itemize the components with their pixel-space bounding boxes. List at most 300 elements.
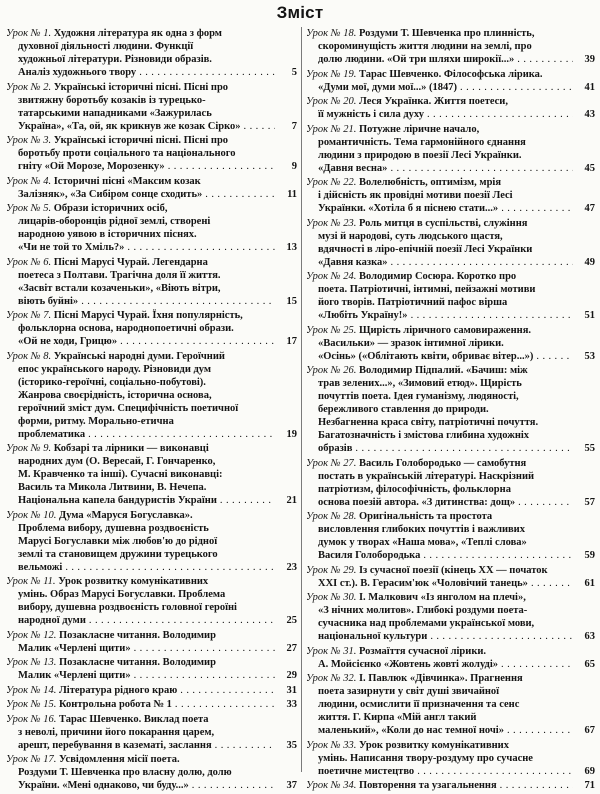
toc-line (306, 711, 595, 724)
toc-entry[interactable] (306, 779, 595, 792)
toc-entry[interactable] (306, 457, 595, 509)
lesson-label: Урок № 13. (6, 657, 57, 668)
lesson-title: України. «Мені однаково, чи буду...» (18, 780, 189, 791)
lesson-title: долю людини. «Ой три шляхи широкії...» (318, 54, 515, 65)
page-number: 53 (573, 350, 595, 363)
lesson-label: Урок № 32. (306, 673, 357, 684)
lesson-title: музі й народові, суть людського щастя, (318, 230, 503, 242)
lesson-title: висловлення глибоких почуттів і важливих (318, 524, 525, 535)
lesson-title: Кобзарі та лірники — виконавці (53, 443, 209, 454)
toc-line (306, 283, 595, 296)
toc-line (6, 282, 297, 295)
lesson-title: художньої літератури. Різновиди образів. (18, 54, 212, 65)
page-number: 9 (275, 160, 297, 173)
toc-line (306, 377, 595, 390)
toc-line (306, 81, 595, 94)
lesson-title: Василь та Микола Литвини, В. Нечепа. (18, 482, 207, 493)
page-number: 61 (573, 577, 595, 590)
lesson-title: Урок розвитку комунікативних (58, 576, 209, 587)
lesson-title: гніту «Ой Морозе, Морозенку» (18, 161, 165, 172)
toc-line (6, 548, 297, 561)
lesson-label: Урок № 19. (306, 68, 357, 80)
toc-line (6, 684, 297, 697)
toc-line (6, 107, 297, 120)
toc-line (306, 108, 595, 121)
toc-line (6, 322, 297, 335)
lesson-title: умінь. Образ Марусі Богуславки. Проблема (18, 589, 226, 600)
toc-line (306, 779, 595, 792)
page-number: 27 (275, 642, 297, 655)
page-number: 11 (275, 188, 297, 201)
lesson-label: Урок № 16. (6, 713, 57, 725)
lesson-title: Українські історичні пісні. Пісні про (53, 81, 229, 93)
lesson-label: Урок № 15. (6, 699, 57, 710)
toc-line (6, 669, 297, 682)
lesson-title: звитяжну боротьбу козаків із турецько- (18, 94, 206, 106)
lesson-label: Урок № 1. (6, 28, 52, 39)
toc-line (306, 416, 595, 429)
page-number: 5 (275, 66, 297, 79)
lesson-label: Урок № 4. (6, 175, 52, 187)
toc-line (306, 270, 595, 283)
toc-entry[interactable] (306, 739, 595, 778)
lesson-title: І. Малкович «Із янголом на плечі», (358, 592, 526, 603)
lesson-title: проблематика (18, 428, 86, 440)
toc-line (6, 241, 297, 254)
lesson-title: форми, ритму. Морально-етична (18, 415, 174, 427)
toc-line (6, 614, 297, 627)
toc-line (6, 766, 297, 779)
toc-entry[interactable] (6, 753, 297, 792)
page-number: 7 (275, 120, 297, 133)
lesson-title: героїчний зміст дум. Специфічність поетичної (18, 402, 239, 414)
toc-line (6, 402, 297, 415)
lesson-title: її мужність і сила духу (318, 109, 424, 120)
lesson-title: І. Павлюк «Дівчинка». Прагнення (358, 673, 523, 684)
lesson-title: Володимир Сосюра. Коротко про (358, 271, 517, 282)
toc-line (6, 53, 297, 66)
lesson-title: Незбагненна краса світу, патріотичні почуття. (318, 417, 539, 428)
lesson-title: Роздуми Т. Шевченка про власну долю, долю (18, 767, 232, 778)
lesson-label: Урок № 2. (6, 81, 52, 93)
page-title: Зміст (276, 3, 324, 22)
toc-line (6, 629, 297, 642)
lesson-title: поета зазирнути у світ душі звичайної (318, 686, 500, 697)
lesson-title: патріотизм, філософічність, фольклорна (318, 483, 511, 495)
toc-line (306, 685, 595, 698)
lesson-title: людини з природою в поезії Лесі Українки. (318, 149, 522, 161)
toc-entry[interactable] (6, 175, 297, 201)
toc-line (306, 162, 595, 175)
toc-line (306, 442, 595, 455)
toc-line (6, 428, 297, 441)
toc-entry[interactable] (306, 68, 595, 94)
lesson-title: Пісні Марусі Чурай. Легендарна (53, 256, 208, 268)
toc-line (306, 189, 595, 202)
toc-entry[interactable] (6, 713, 297, 752)
toc-entry[interactable] (6, 698, 297, 711)
toc-line (306, 577, 595, 590)
lesson-label: Урок № 27. (306, 457, 357, 469)
toc-line (6, 188, 297, 201)
lesson-title: Дума «Маруся Богуславка». (58, 509, 193, 521)
page-number: 47 (573, 202, 595, 215)
toc-entry[interactable] (6, 509, 297, 574)
toc-line (306, 337, 595, 350)
toc-line (6, 389, 297, 402)
toc-line (306, 564, 595, 577)
lesson-title: «Засвіт встали козаченьки», «Віють вітри, (18, 282, 221, 294)
page-number: 65 (573, 658, 595, 671)
toc-line (6, 642, 297, 655)
lesson-title: Історичні пісні «Максим козак (53, 175, 201, 187)
column-divider (301, 27, 302, 772)
lesson-label: Урок № 26. (306, 365, 357, 376)
toc-line (6, 81, 297, 94)
lesson-title: Українські народні думи. Героїчний (53, 350, 225, 362)
lesson-title: Урок розвитку комунікативних (358, 739, 509, 751)
lesson-title: Багатозначність і змістова глибина художніх (318, 430, 530, 441)
contents-column-right (306, 27, 595, 794)
toc-entry[interactable] (6, 656, 297, 682)
lesson-title: Національна капела бандуристів України (18, 495, 217, 506)
lesson-label: Урок № 23. (306, 217, 357, 229)
toc-line (6, 40, 297, 53)
lesson-label: Урок № 31. (306, 645, 357, 657)
toc-line (6, 134, 297, 147)
lesson-title: національної культури (318, 631, 428, 642)
toc-line (306, 672, 595, 685)
toc-line (306, 510, 595, 523)
toc-line (6, 256, 297, 269)
lesson-title: Василя Голобородька (318, 550, 421, 561)
lesson-label: Урок № 21. (306, 123, 357, 135)
toc-line (6, 468, 297, 481)
lesson-title: умінь. Написання твору-роздуму про сучасне (318, 752, 533, 764)
toc-line (306, 243, 595, 256)
toc-line (306, 136, 595, 149)
toc-line (6, 726, 297, 739)
toc-entry[interactable] (6, 350, 297, 441)
toc-line (6, 698, 297, 711)
page-number: 59 (573, 549, 595, 562)
lesson-label: Урок № 33. (306, 739, 357, 751)
toc-line (306, 364, 595, 377)
lesson-title: «Чи не той то Хміль?» (18, 242, 125, 253)
toc-line (6, 269, 297, 282)
toc-line (306, 230, 595, 243)
lesson-label: Урок № 34. (306, 780, 357, 791)
toc-line (306, 523, 595, 536)
toc-line (306, 217, 595, 230)
lesson-title: Василь Голобородько — самобутня (358, 457, 527, 469)
lesson-title: романтичність. Тема гармонійного єднання (318, 136, 526, 148)
lesson-title: Позакласне читання. Володимир (58, 657, 216, 668)
lesson-title: Проблема вибору, душевна роздвоєність (18, 522, 209, 534)
page-number: 67 (573, 724, 595, 737)
lesson-title: Розмаїття сучасної лірики. (358, 645, 487, 657)
toc-line (306, 27, 595, 40)
toc-entry[interactable] (306, 95, 595, 121)
lesson-title: Роздуми Т. Шевченка про плинність, (358, 28, 535, 39)
toc-line (6, 481, 297, 494)
toc-line (306, 604, 595, 617)
toc-entry[interactable] (306, 176, 595, 215)
toc-line (6, 66, 297, 79)
toc-entry[interactable] (306, 324, 595, 363)
toc-line (306, 176, 595, 189)
lesson-title: Потужне ліричне начало, (358, 123, 480, 135)
lesson-title: Образи історичних осіб, (53, 203, 168, 214)
toc-line (306, 350, 595, 363)
toc-entry[interactable] (306, 217, 595, 269)
lesson-title: і дійсність як провідні мотиви поезії Лесі (318, 190, 513, 201)
toc-line (6, 350, 297, 363)
toc-entry[interactable] (306, 591, 595, 643)
toc-line (306, 390, 595, 403)
toc-line (306, 123, 595, 136)
page-number: 55 (573, 442, 595, 455)
toc-line (306, 149, 595, 162)
lesson-label: Урок № 3. (6, 135, 52, 146)
lesson-title: Позакласне читання. Володимир (58, 629, 216, 641)
toc-entry[interactable] (6, 684, 297, 697)
lesson-title: духовної діяльності людини. Функції (18, 41, 194, 52)
toc-line (6, 522, 297, 535)
toc-line (6, 455, 297, 468)
toc-line (6, 363, 297, 376)
toc-line (306, 536, 595, 549)
toc-line (306, 53, 595, 66)
page-number: 49 (573, 256, 595, 269)
lesson-title: Із сучасної поезії (кінець XX — початок (358, 564, 548, 576)
page-number: 29 (275, 669, 297, 682)
toc-entry[interactable] (6, 309, 297, 348)
lesson-title: Володимир Підпалий. «Бачиш: між (358, 365, 528, 376)
lesson-title: поетеса з Полтави. Трагічна доля її життя. (18, 269, 221, 281)
toc-line (306, 296, 595, 309)
lesson-label: Урок № 6. (6, 256, 52, 268)
lesson-title: людини, осмислити її призначення та сенс (318, 699, 520, 710)
lesson-title: Література рідного краю (58, 684, 178, 696)
lesson-title: сучасника над проблемами української мови, (318, 618, 535, 629)
toc-line (6, 753, 297, 766)
lesson-label: Урок № 20. (306, 96, 357, 107)
lesson-title: татарськими нападниками «Зажурилась (18, 107, 212, 119)
lesson-title: Леся Українка. Життя поетеси, (358, 96, 508, 107)
toc-line (306, 324, 595, 337)
toc-line (6, 656, 297, 669)
lesson-label: Урок № 10. (6, 509, 57, 521)
lesson-title: народною уявою в історичних піснях. (18, 229, 197, 240)
page-number: 15 (275, 295, 297, 308)
lesson-title: XXI ст.). В. Герасим'юк «Чоловічий танець» (318, 577, 528, 589)
page-number: 69 (573, 765, 595, 778)
toc-entry[interactable] (6, 202, 297, 254)
toc-entry[interactable] (306, 270, 595, 322)
lesson-label: Урок № 8. (6, 350, 52, 362)
toc-line (6, 575, 297, 588)
lesson-label: Урок № 25. (306, 324, 357, 336)
lesson-title: Марусі Богуславки між любов'ю до рідної (18, 535, 218, 547)
lesson-title: «Любіть Україну!» (318, 310, 408, 321)
lesson-title: М. Кравченко та інші). Сучасні виконавці: (18, 469, 223, 480)
contents-column-left (6, 27, 297, 794)
page-number: 31 (275, 684, 297, 697)
toc-line (306, 403, 595, 416)
page-number: 37 (275, 779, 297, 792)
lesson-title: «Думи мої, думи мої...» (1847) (318, 81, 458, 93)
toc-line (6, 588, 297, 601)
toc-entry[interactable] (6, 442, 297, 507)
lesson-title: епос українського народу. Різновиди дум (18, 363, 212, 375)
toc-line (306, 40, 595, 53)
toc-entry[interactable] (6, 81, 297, 133)
toc-line (306, 591, 595, 604)
lesson-title: «Давня весна» (318, 162, 388, 174)
lesson-title: з неволі, причини його покарання царем, (18, 726, 215, 738)
toc-line (6, 94, 297, 107)
toc-entry[interactable] (306, 672, 595, 737)
toc-line (6, 202, 297, 215)
toc-entry[interactable] (306, 123, 595, 175)
lesson-title: Художня література як одна з форм (53, 28, 222, 39)
toc-entry[interactable] (6, 629, 297, 655)
lesson-title: Оригінальність та простота (358, 511, 493, 522)
toc-line (6, 494, 297, 507)
toc-line (6, 713, 297, 726)
toc-entry[interactable] (306, 645, 595, 671)
lesson-title: думок у творах «Наша мова», «Теплі слова» (318, 537, 527, 548)
lesson-title: Тарас Шевченко. Філософська лірика. (358, 68, 543, 80)
lesson-title: вибору, душевна роздвоєність головної героїні (18, 602, 237, 613)
lesson-title: Щирість ліричного самовираження. (358, 324, 531, 336)
page-number: 39 (573, 53, 595, 66)
toc-entry[interactable] (306, 27, 595, 66)
toc-line (306, 549, 595, 562)
toc-line (306, 739, 595, 752)
toc-line (6, 228, 297, 241)
toc-line (306, 256, 595, 269)
lesson-title: образів (318, 443, 353, 454)
toc-line (306, 724, 595, 737)
page-number: 43 (573, 108, 595, 121)
lesson-title: фольклорна основа, народнопоетичні образи. (18, 323, 234, 334)
lesson-title: Роль митця в суспільстві, служіння (358, 217, 528, 229)
lesson-label: Урок № 22. (306, 177, 357, 188)
toc-entry[interactable] (6, 134, 297, 173)
toc-entry[interactable] (6, 575, 297, 627)
toc-entry[interactable] (306, 564, 595, 590)
lesson-label: Урок № 12. (6, 629, 57, 641)
page-number: 63 (573, 630, 595, 643)
toc-line (6, 535, 297, 548)
toc-line (306, 95, 595, 108)
toc-line (6, 509, 297, 522)
lesson-title: вельможі (18, 561, 63, 573)
lesson-title: Українські історичні пісні. Пісні про (53, 135, 229, 146)
lesson-title: Волелюбність, оптимізм, мрія (358, 177, 502, 188)
lesson-title: Контрольна робота № 1 (58, 699, 172, 710)
lesson-title: «Осінь» («Облітають квіти, обриває вітер...») (318, 350, 534, 362)
toc-line (6, 739, 297, 752)
lesson-title: постать в українській літературі. Наскрізний (318, 470, 535, 482)
lesson-label: Урок № 30. (306, 592, 357, 603)
toc-line (6, 295, 297, 308)
lesson-title: скороминущість життя людини на землі, про (318, 41, 532, 52)
page-number: 21 (275, 494, 297, 507)
page-number: 45 (573, 162, 595, 175)
lesson-title: «Васильки» — зразок інтимної лірики. (318, 337, 504, 349)
toc-line (306, 752, 595, 765)
toc-line (306, 309, 595, 322)
lesson-title: лицарів-оборонців рідної землі, створені (18, 216, 211, 227)
toc-line (306, 483, 595, 496)
toc-line (306, 457, 595, 470)
lesson-label: Урок № 29. (306, 564, 357, 576)
toc-entry[interactable] (6, 256, 297, 308)
lesson-label: Урок № 17. (6, 754, 57, 765)
lesson-title: Аналіз художнього твору (18, 67, 137, 78)
lesson-title: Усвідомлення місії поета. (58, 754, 180, 765)
lesson-title: його творів. Патріотичний пафос вірша (318, 297, 508, 308)
toc-line (6, 309, 297, 322)
toc-line (6, 376, 297, 389)
lesson-title: «Давня казка» (318, 256, 388, 268)
toc-line (306, 630, 595, 643)
toc-line (306, 68, 595, 81)
lesson-title: Пісні Марусі Чурай. Їхня популярність, (53, 310, 243, 321)
lesson-title: поетичне мистецтво (318, 765, 415, 777)
lesson-label: Урок № 9. (6, 443, 52, 454)
lesson-title: Жанрова своєрідність, історична основа, (18, 389, 212, 401)
toc-entry[interactable] (6, 27, 297, 79)
lesson-title: трав зелених...», «Зимовий етюд». Щирість (318, 378, 522, 389)
toc-line (6, 601, 297, 614)
lesson-title: основа поезій автора. «З дитинства: дощ» (318, 496, 516, 508)
toc-line (306, 658, 595, 671)
lesson-title: життя. Г. Кирпа «Мій англ такий (318, 712, 477, 723)
lesson-title: А. Мойсієнко «Жовтень жовті жолуді» (318, 658, 499, 670)
lesson-label: Урок № 18. (306, 28, 357, 39)
lesson-label: Урок № 7. (6, 310, 52, 321)
toc-line (6, 27, 297, 40)
toc-line (6, 442, 297, 455)
lesson-label: Урок № 5. (6, 203, 52, 214)
toc-line (6, 215, 297, 228)
toc-line (6, 147, 297, 160)
toc-line (306, 645, 595, 658)
toc-line (6, 335, 297, 348)
toc-entry[interactable] (306, 510, 595, 562)
lesson-title: (історико-героїчні, соціально-побутові). (18, 376, 206, 388)
page-number: 35 (275, 739, 297, 752)
toc-entry[interactable] (306, 364, 595, 455)
page-number: 13 (275, 241, 297, 254)
toc-line (306, 617, 595, 630)
lesson-title: арешт, перебування в казематі, заслання (18, 739, 212, 751)
toc-line (6, 779, 297, 792)
toc-line (306, 496, 595, 509)
lesson-title: маленький», «Коли до нас темної ночі» (318, 725, 504, 736)
toc-line (6, 415, 297, 428)
toc-line (306, 470, 595, 483)
lesson-title: «Ой не ходи, Грицю» (18, 336, 118, 347)
page-number: 33 (275, 698, 297, 711)
lesson-title: народної думи (18, 615, 86, 626)
lesson-title: почуттів поета. Ідея гуманізму, людяності, (318, 391, 519, 402)
lesson-title: бережливого ставлення до природи. (318, 404, 489, 415)
